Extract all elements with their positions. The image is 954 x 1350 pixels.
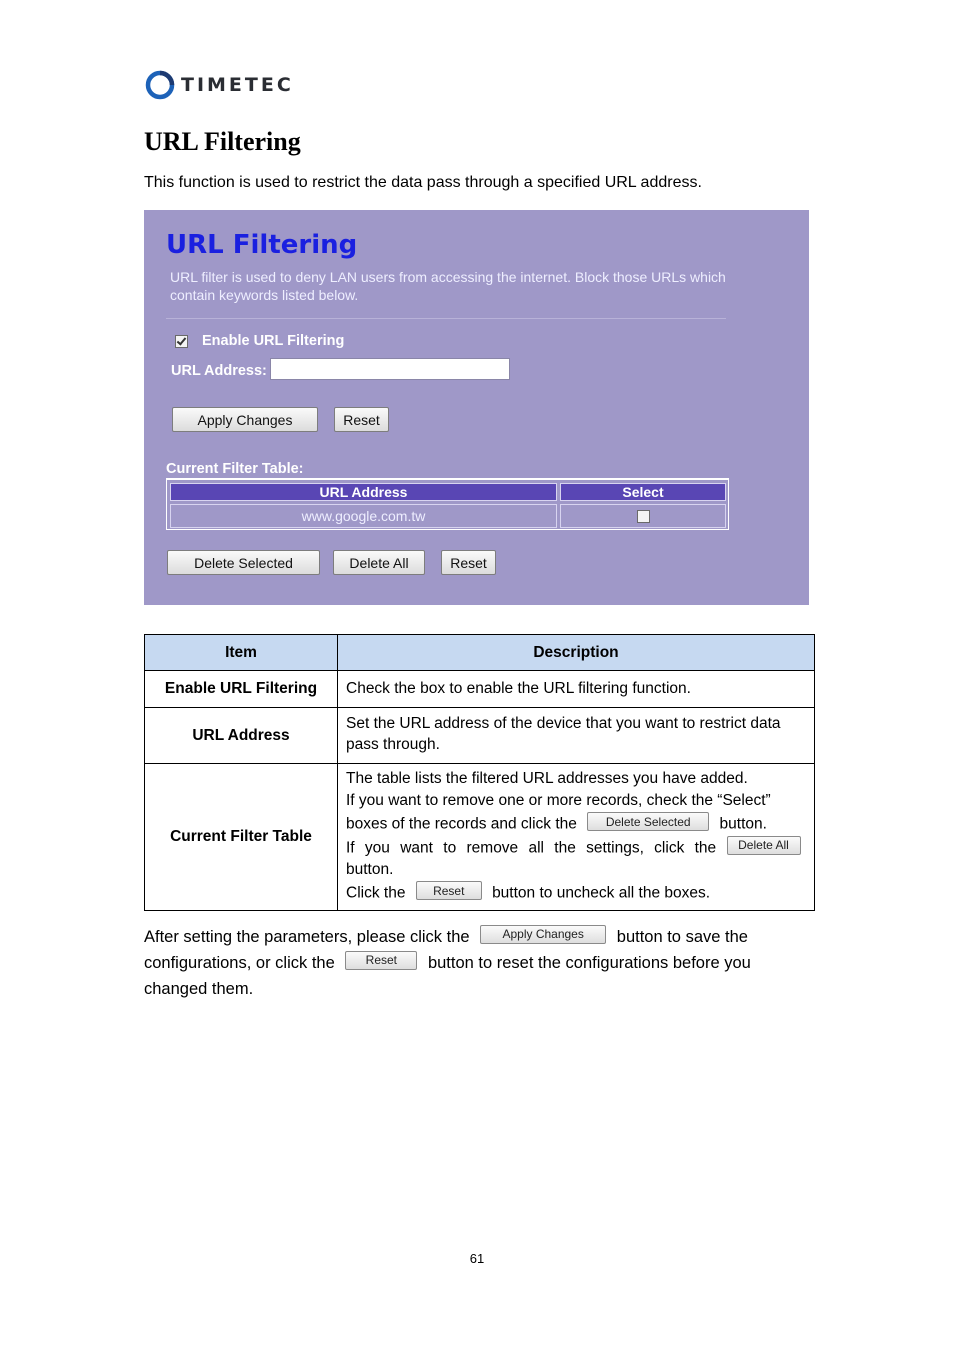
- url-address-label: URL Address:: [171, 363, 267, 379]
- row-description: Set the URL address of the device that you want to restrict data pass through.: [338, 708, 815, 764]
- delete-selected-button[interactable]: Delete Selected: [167, 550, 320, 575]
- table-row: [145, 708, 815, 764]
- url-address-input[interactable]: [270, 358, 510, 380]
- panel-description: URL filter is used to deny LAN users from accessing the internet. Block those URLs which contain keywords listed below.: [170, 269, 726, 303]
- enable-url-filtering-row: [175, 333, 344, 349]
- row-item: Enable URL Filtering: [145, 671, 338, 708]
- after-text: button to reset the configurations before you changed them.: [144, 954, 751, 998]
- closing-paragraph: [144, 924, 794, 1002]
- inline-delete-selected-button: Delete Selected: [587, 812, 709, 831]
- enable-url-filtering-label: Enable URL Filtering: [202, 333, 345, 349]
- table-row: [145, 764, 815, 911]
- column-header-url-address: URL Address: [170, 483, 557, 501]
- after-text: After setting the parameters, please click the: [144, 928, 470, 946]
- row-description: Check the box to enable the URL filtering function.: [338, 671, 815, 708]
- desc-text: button to uncheck all the boxes.: [492, 884, 711, 902]
- desc-text: If you want to remove all the settings, click the: [346, 839, 717, 856]
- row-item: Current Filter Table: [145, 764, 338, 911]
- inline-reset-button: Reset: [345, 951, 417, 970]
- intro-paragraph: This function is used to restrict the data pass through a specified URL address.: [144, 174, 702, 191]
- timetec-logo: [145, 69, 294, 101]
- desc-line: The table lists the filtered URL addresses you have added.: [346, 770, 748, 787]
- inline-apply-changes-button: Apply Changes: [480, 925, 606, 944]
- apply-changes-button[interactable]: Apply Changes: [172, 407, 318, 432]
- desc-line: [346, 881, 806, 905]
- desc-text: button.: [719, 815, 767, 833]
- url-filtering-screenshot: [144, 210, 809, 605]
- timetec-logo-icon: [145, 70, 175, 100]
- desc-line: If you want to remove one or more records, check the “Select”: [346, 792, 771, 809]
- column-header-select: Select: [560, 483, 726, 501]
- table-row-select-cell: [560, 504, 726, 528]
- inline-reset-button: Reset: [416, 881, 482, 900]
- current-filter-table-label: Current Filter Table:: [166, 461, 304, 477]
- current-filter-table: [166, 478, 729, 530]
- row-item: URL Address: [145, 708, 338, 764]
- header-description: Description: [338, 635, 815, 671]
- reset-button[interactable]: Reset: [334, 407, 389, 432]
- select-checkbox[interactable]: [637, 510, 650, 523]
- row-description: [338, 764, 815, 911]
- description-table: [144, 634, 815, 911]
- page-title: URL Filtering: [144, 127, 301, 156]
- table-row-url: www.google.com.tw: [170, 504, 557, 528]
- table-row: [145, 671, 815, 708]
- delete-all-button[interactable]: Delete All: [333, 550, 425, 575]
- desc-text: boxes of the records and click the: [346, 815, 577, 833]
- table-header-row: [145, 635, 815, 671]
- desc-line: [346, 812, 806, 836]
- reset-table-button[interactable]: Reset: [441, 550, 496, 575]
- panel-title: URL Filtering: [166, 230, 358, 260]
- header-item: Item: [145, 635, 338, 671]
- inline-delete-all-button: Delete All: [727, 836, 801, 855]
- page-number: 61: [469, 1251, 485, 1266]
- desc-line: [346, 836, 806, 860]
- logo-text: TIMETEC: [181, 74, 294, 96]
- desc-text: Click the: [346, 884, 406, 902]
- divider: [166, 318, 726, 319]
- after-text: button to save the configurations, or click the: [144, 928, 748, 972]
- desc-line: button.: [346, 861, 394, 878]
- enable-url-filtering-checkbox[interactable]: [175, 335, 188, 348]
